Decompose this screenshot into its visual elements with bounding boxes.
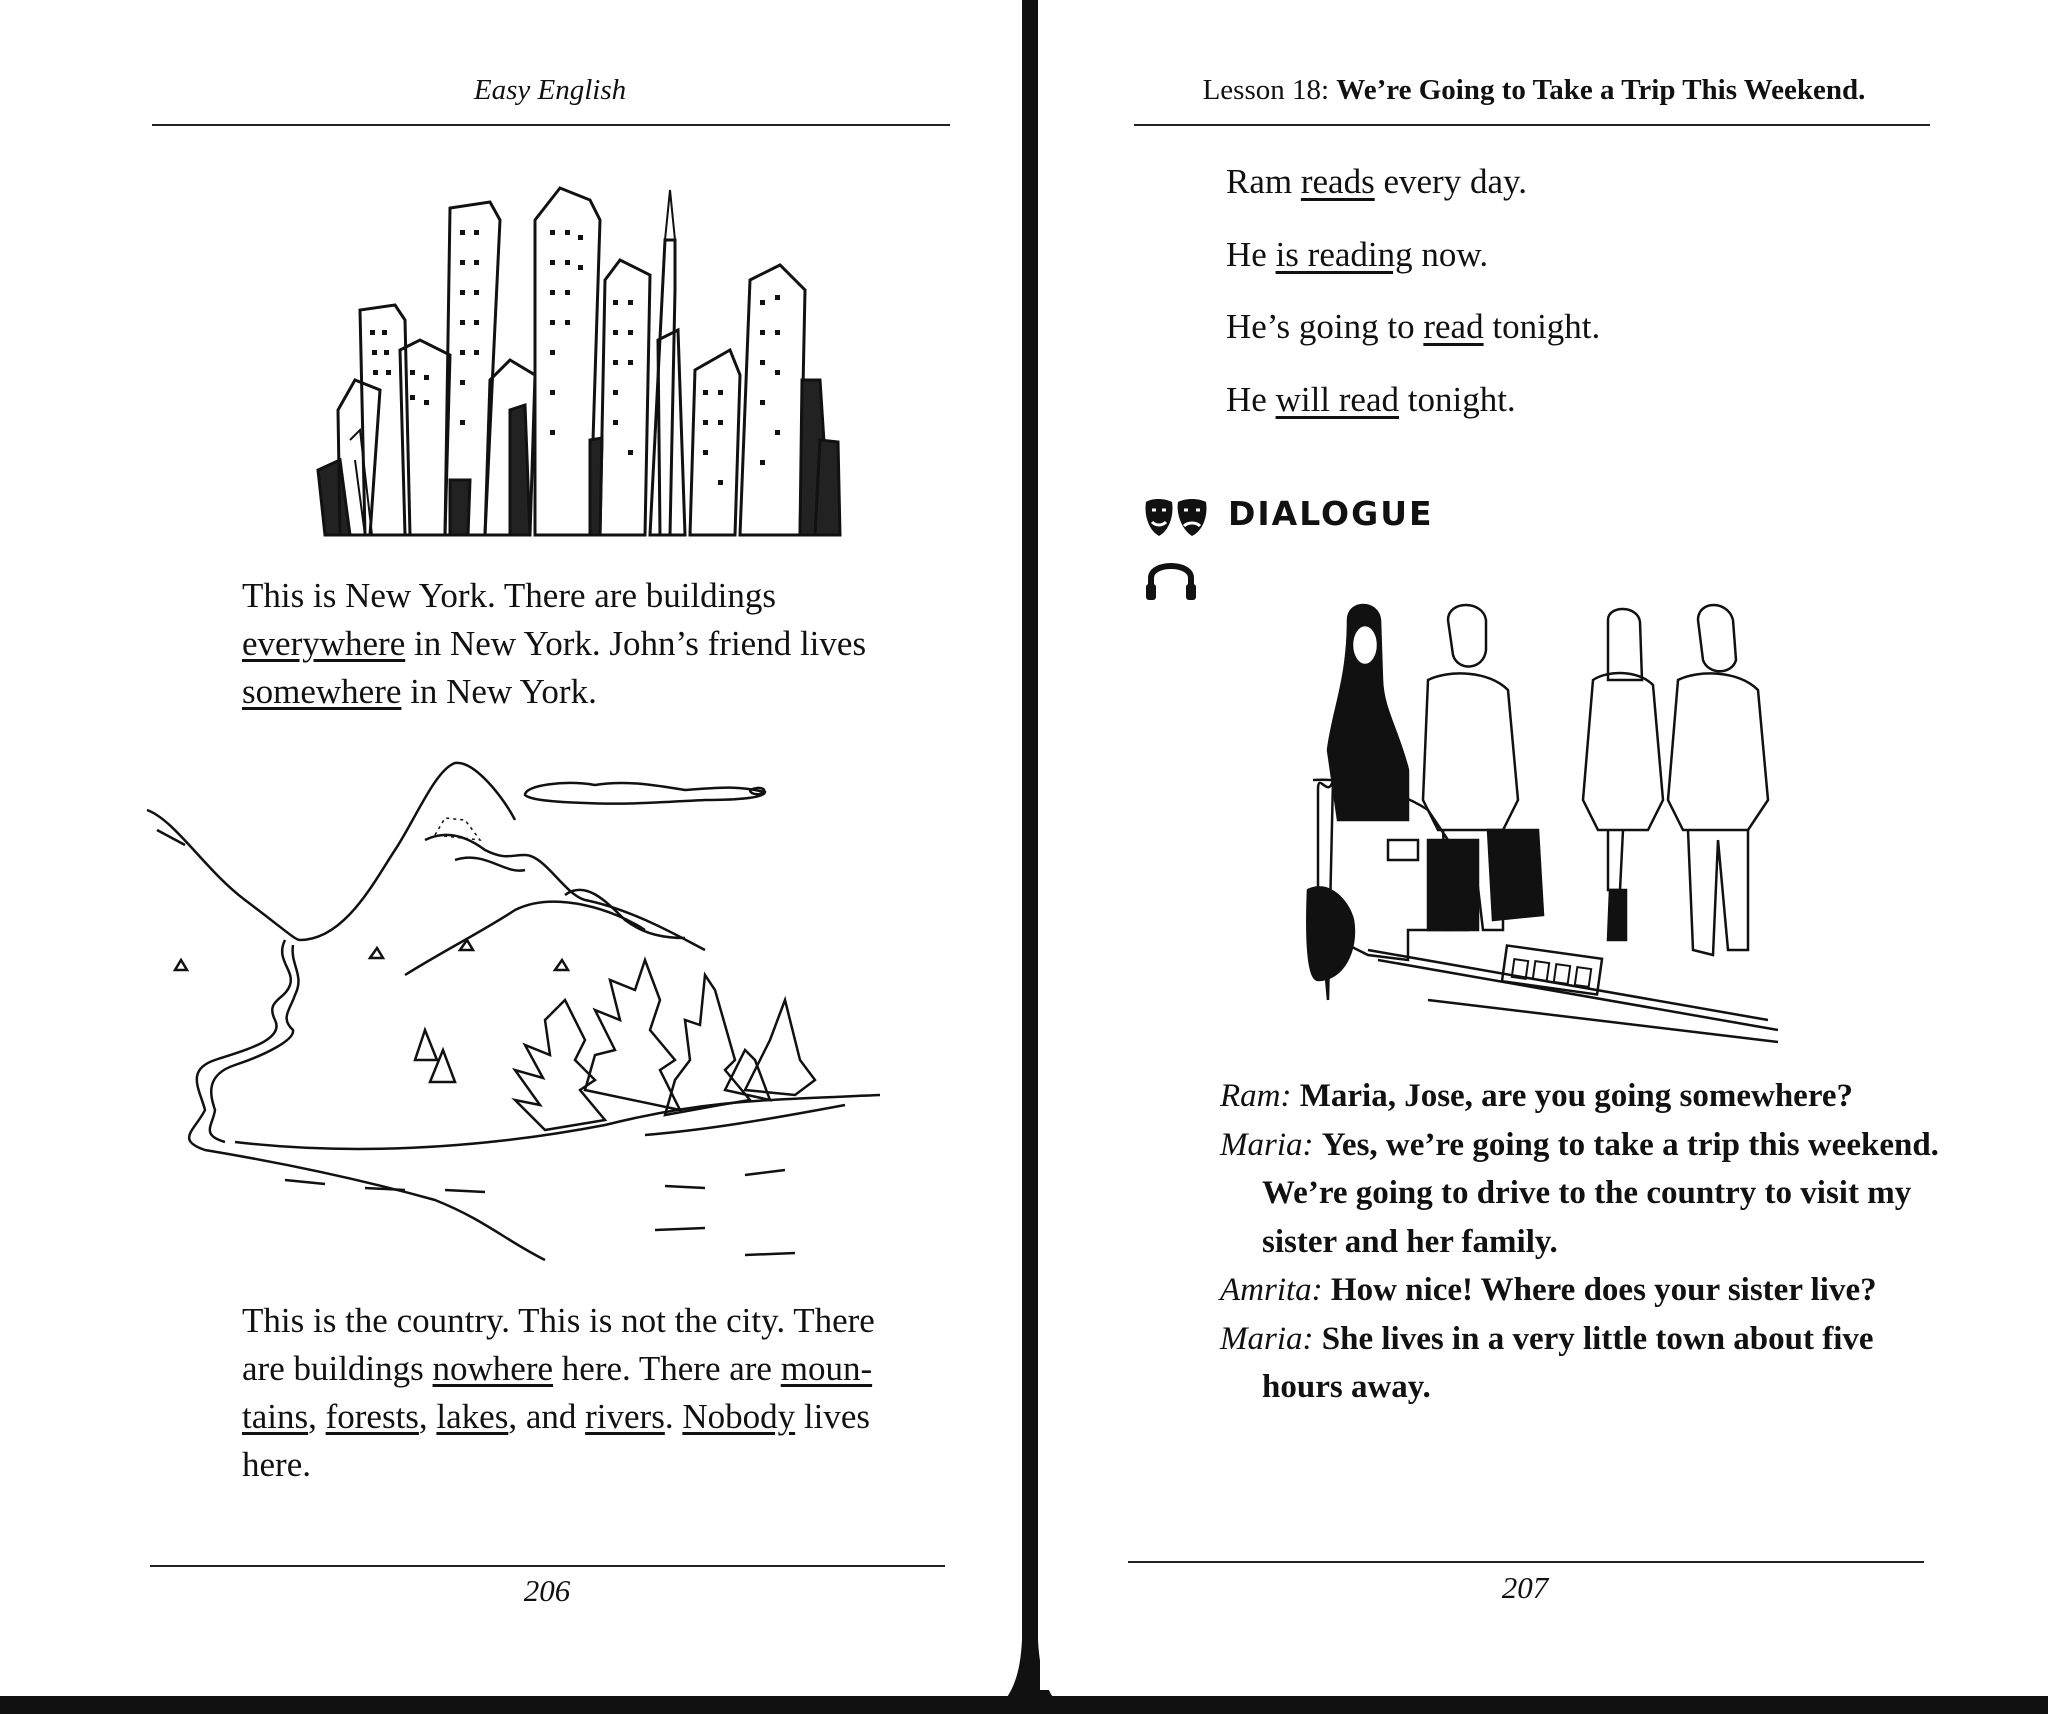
example-2-pre: He: [1226, 235, 1276, 274]
example-4-post: tonight.: [1399, 380, 1516, 419]
dialogue-text: Yes, we’re going to take a trip this weekend. We’re going to drive to the country to visit my sister and her family.: [1262, 1126, 1939, 1260]
page-number-right: 207: [1501, 1570, 1549, 1605]
example-3-post: tonight.: [1483, 307, 1601, 346]
dialogue-line: [1220, 1266, 1940, 1315]
sep-4: .: [664, 1397, 683, 1436]
word-lakes: lakes: [436, 1397, 509, 1436]
country-landscape-illustration: [145, 760, 885, 1280]
header-rule-right: [1134, 124, 1930, 126]
country-line-2: [242, 1345, 972, 1393]
running-head-left: Easy English: [473, 74, 627, 106]
city-line-1: This is New York. There are buildings: [242, 576, 777, 615]
sep-5: lives: [795, 1397, 870, 1436]
header-rule-left: [152, 124, 950, 126]
speaker-name: Amrita:: [1220, 1272, 1323, 1308]
word-nowhere: nowhere: [432, 1349, 554, 1388]
word-nobody: Nobody: [682, 1397, 796, 1436]
speaker-name: Maria:: [1220, 1320, 1314, 1357]
lesson-label: Lesson 18:: [1202, 74, 1337, 106]
sep-3: , and: [508, 1397, 586, 1436]
city-line-3: [242, 668, 962, 716]
dialogue-line: [1220, 1121, 1940, 1267]
dialogue-text: Maria, Jose, are you going somewhere?: [1299, 1078, 1854, 1114]
word-somewhere: somewhere: [242, 672, 402, 711]
example-line-4: [1226, 380, 1516, 420]
city-paragraph: [242, 572, 962, 716]
lesson-title: We’re Going to Take a Trip This Weekend.: [1336, 74, 1866, 106]
example-4-pre: He: [1226, 380, 1276, 419]
city-line-2-rest: in New York. John’s friend lives: [405, 624, 867, 663]
word-everywhere: everywhere: [242, 624, 406, 663]
footer-rule-left: [150, 1565, 945, 1567]
example-2-verb: is reading: [1275, 235, 1413, 274]
sep-2: ,: [418, 1397, 437, 1436]
country-line-4: here.: [242, 1445, 311, 1484]
dialogue-text: She lives in a very little town about five hours away.: [1262, 1320, 1874, 1405]
headphones-icon: [1143, 552, 1199, 602]
city-line-2: [242, 620, 962, 668]
city-skyline-illustration: [310, 180, 850, 540]
theater-masks-icon: [1142, 496, 1212, 540]
footer-rule-right: [1128, 1561, 1924, 1563]
people-with-car-illustration: [1308, 600, 1788, 1050]
example-line-2: [1226, 235, 1488, 275]
city-line-3-rest: in New York.: [401, 672, 597, 711]
country-line-3: [242, 1393, 972, 1441]
speaker-name: Ram:: [1220, 1078, 1292, 1114]
word-tains: tains: [242, 1397, 309, 1436]
dialogue-block: [1220, 1072, 1940, 1412]
book-spine: [1022, 0, 1038, 1714]
word-forests: forests: [325, 1397, 419, 1436]
example-2-post: now.: [1412, 235, 1489, 274]
example-1-verb: reads: [1300, 162, 1375, 201]
example-line-3: [1226, 307, 1600, 347]
country-line-2-a: are buildings: [242, 1349, 433, 1388]
dialogue-text: How nice! Where does your sister live?: [1330, 1272, 1877, 1308]
example-3-verb: read: [1423, 307, 1484, 346]
word-moun: moun-: [780, 1349, 873, 1388]
example-1-pre: Ram: [1226, 162, 1301, 201]
country-line-2-b: here. There are: [553, 1349, 781, 1388]
country-line-1: This is the country. This is not the city. There: [242, 1301, 875, 1340]
sep-1: ,: [308, 1397, 326, 1436]
dialogue-heading: DIALOGUE: [1228, 494, 1434, 533]
dialogue-line: [1220, 1315, 1940, 1412]
example-1-post: every day.: [1374, 162, 1527, 201]
page-edge-shadow: [0, 1696, 2048, 1714]
example-4-verb: will read: [1275, 380, 1399, 419]
country-paragraph: [242, 1297, 972, 1489]
speaker-name: Maria:: [1220, 1126, 1314, 1163]
dialogue-line: [1220, 1072, 1940, 1121]
running-head-right: [1134, 74, 1934, 107]
example-line-1: [1226, 162, 1527, 202]
page-number-left: 206: [523, 1573, 571, 1608]
left-page: [0, 0, 1018, 1690]
word-rivers: rivers: [585, 1397, 665, 1436]
example-3-pre: He’s going to: [1226, 307, 1424, 346]
